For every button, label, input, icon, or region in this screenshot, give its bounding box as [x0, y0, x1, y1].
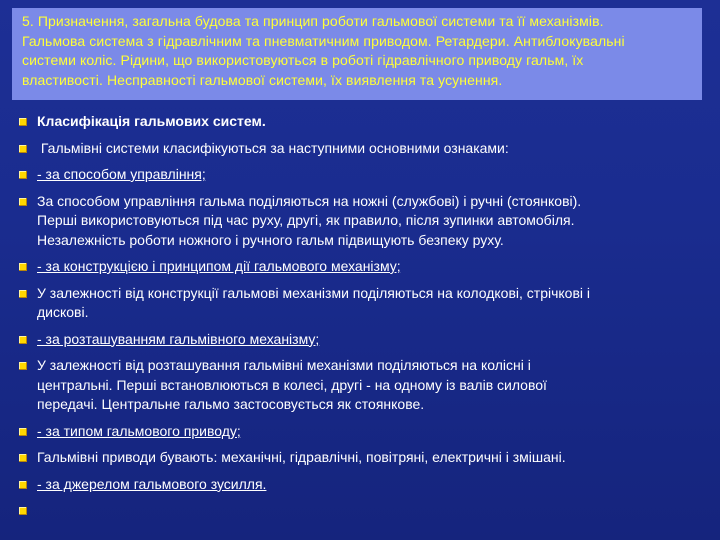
item-text: передачі. Центральне гальмо застосовується як стоянкове. — [37, 396, 425, 412]
list-item — [0, 284, 720, 323]
list-item — [0, 165, 720, 185]
title-line: системи коліс. Рідини, що використовуються в роботі гідравлічного приводу гальм, їх — [22, 52, 584, 68]
item-text: За способом управління гальма поділяються на ножні (службові) і ручні (стоянкові). — [37, 192, 582, 209]
list-item-empty — [0, 501, 720, 521]
slide-title — [22, 12, 702, 90]
item-text: дискові. — [37, 304, 89, 320]
list-item — [0, 448, 720, 468]
subheading-link[interactable]: - за способом управління; — [37, 166, 206, 182]
square-bullet-icon — [19, 336, 27, 344]
item-text — [37, 501, 720, 521]
item-text: центральні. Перші встановлюються в колесі, другі - на одному із валів силової — [37, 376, 547, 393]
list-item-heading — [0, 112, 720, 132]
title-line: 5. Призначення, загальна будова та принцип роботи гальмової системи та її механізмів. — [22, 13, 604, 29]
square-bullet-icon — [19, 507, 27, 515]
list-item — [0, 475, 720, 495]
item-text: У залежності від розташування гальмівні механізми поділяються на колісні і — [37, 357, 531, 373]
square-bullet-icon — [19, 198, 27, 206]
title-line: Гальмова система з гідравлічним та пневматичним приводом. Ретардери. Антиблокувальні — [22, 32, 625, 49]
square-bullet-icon — [19, 481, 27, 489]
title-line: властивості. Несправності гальмової системи, їх виявлення та усунення. — [22, 71, 503, 88]
square-bullet-icon — [19, 454, 27, 462]
list-item — [0, 257, 720, 277]
list-item — [0, 139, 720, 159]
subheading-link[interactable]: - за типом гальмового приводу; — [37, 422, 241, 439]
list-item — [0, 330, 720, 350]
square-bullet-icon — [19, 171, 27, 179]
item-text: У залежності від конструкції гальмові механізми поділяються на колодкові, стрічкові і — [37, 284, 590, 301]
classification-heading: Класифікація гальмових систем. — [37, 113, 266, 129]
list-item — [0, 192, 720, 251]
square-bullet-icon — [19, 118, 27, 126]
list-item — [0, 356, 720, 415]
square-bullet-icon — [19, 263, 27, 271]
square-bullet-icon — [19, 428, 27, 436]
subheading-link[interactable]: - за джерелом гальмового зусилля. — [37, 475, 267, 492]
square-bullet-icon — [19, 290, 27, 298]
square-bullet-icon — [19, 145, 27, 153]
bullet-list — [0, 112, 720, 528]
subheading-link[interactable]: - за розташуванням гальмівного механізму; — [37, 330, 320, 347]
subheading-link[interactable]: - за конструкцією і принципом дії гальмового механізму; — [37, 258, 401, 274]
item-text: Гальмівні приводи бувають: механічні, гідравлічні, повітряні, електричні і змішані. — [37, 449, 566, 465]
item-text: Перші використовуються під час руху, другі, як правило, після зупинки автомобіля. — [37, 212, 575, 228]
square-bullet-icon — [19, 362, 27, 370]
list-item — [0, 422, 720, 442]
item-text: Незалежність роботи ножного і ручного гальм підвищують безпеку руху. — [37, 231, 504, 248]
item-text: Гальмівні системи класифікуються за наступними основними ознаками: — [37, 139, 509, 156]
